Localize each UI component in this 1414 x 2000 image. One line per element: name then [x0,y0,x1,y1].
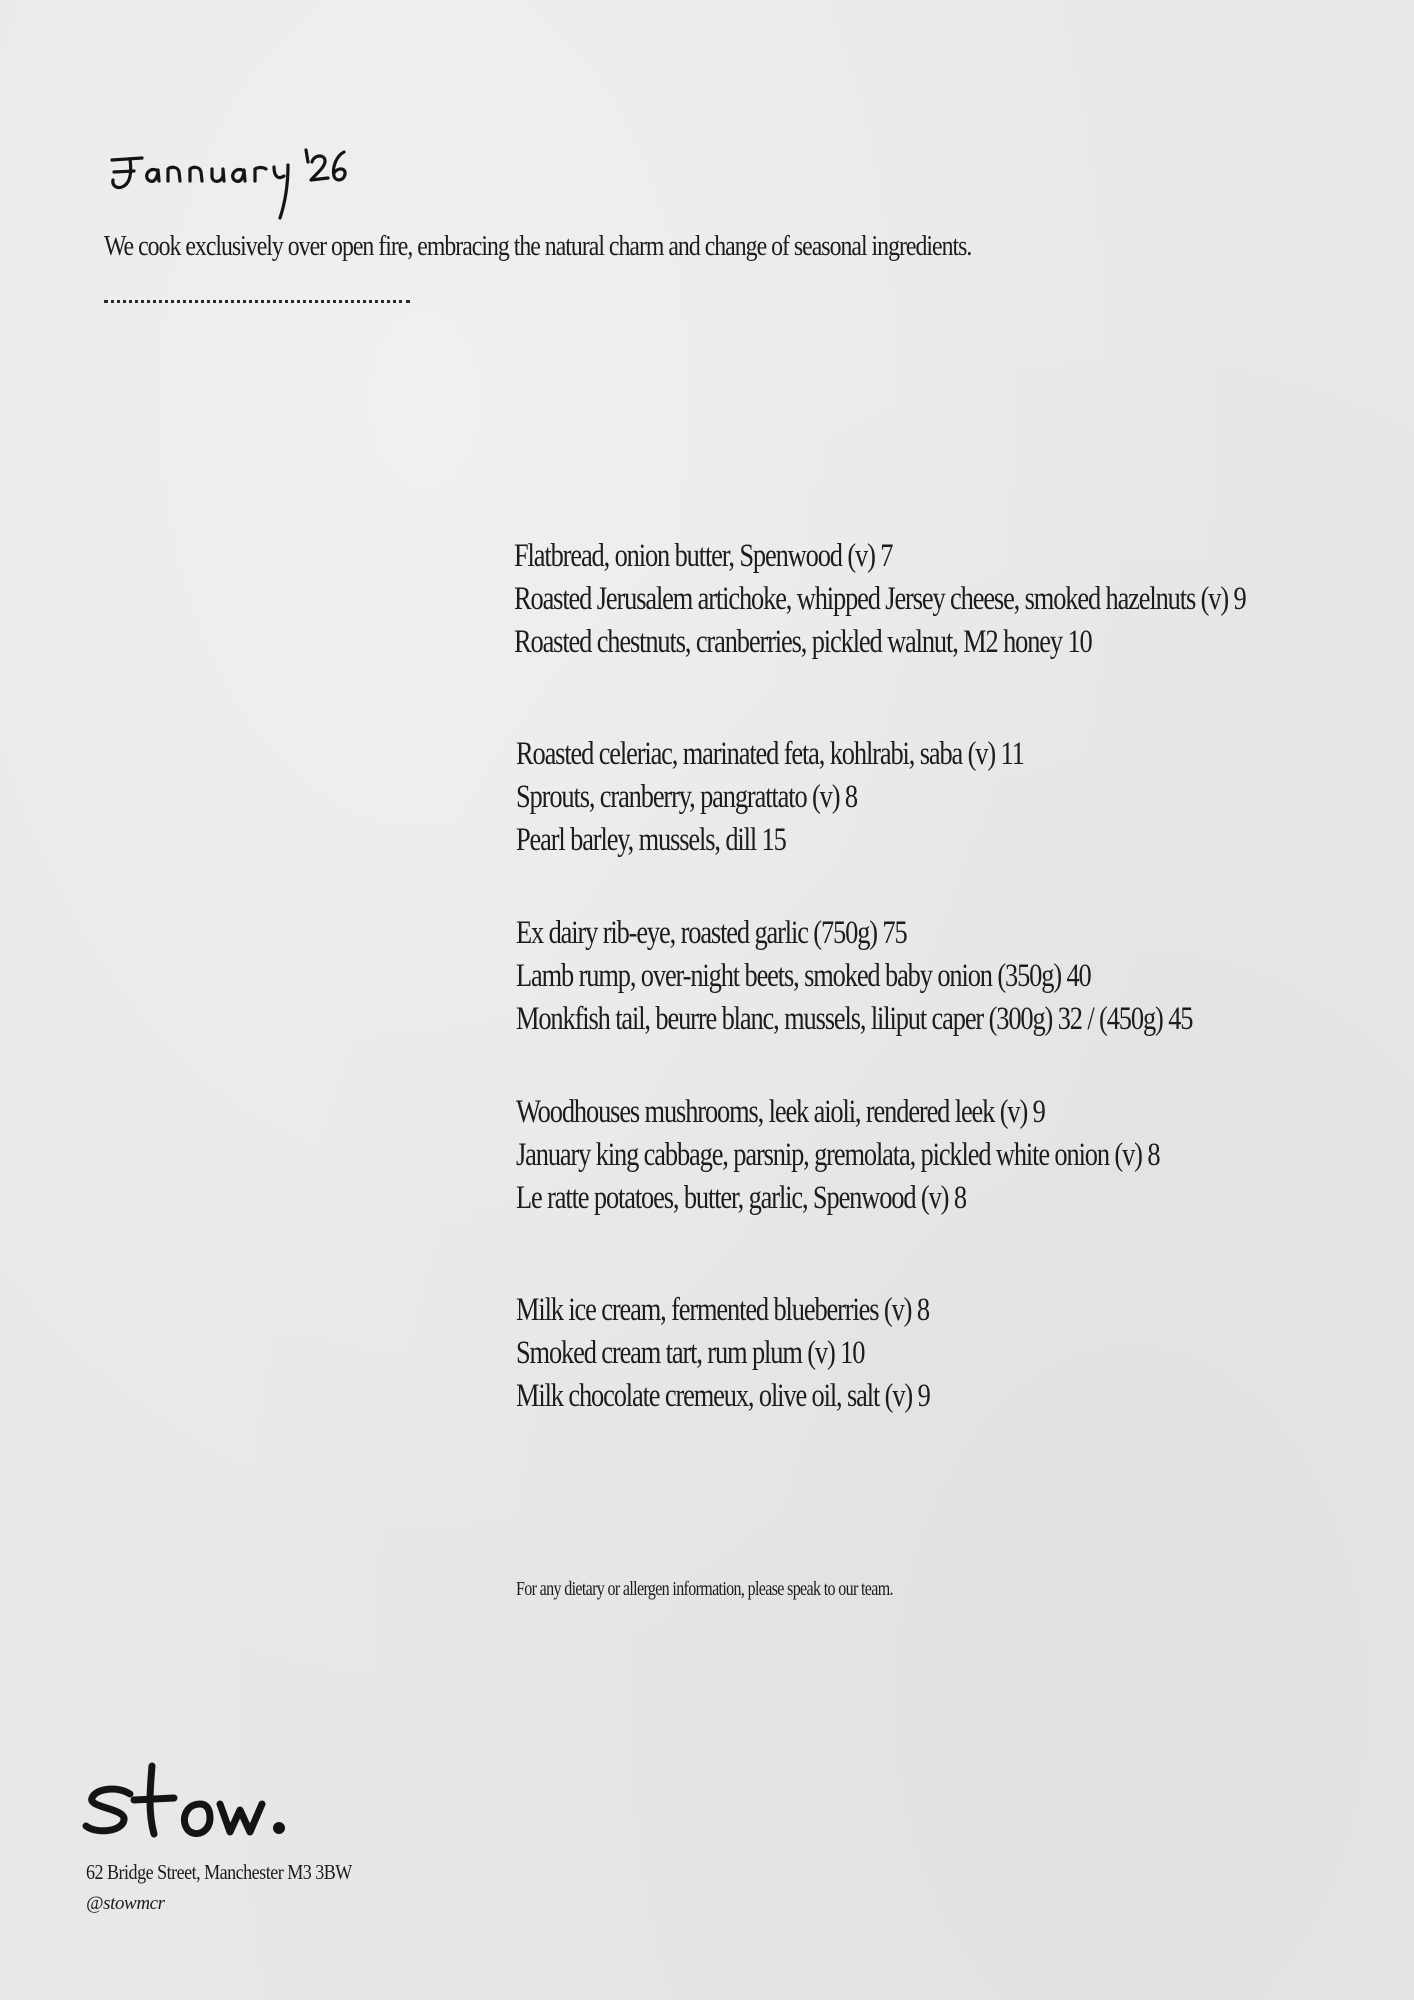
stow-logo [82,1760,292,1850]
menu-item: Roasted celeriac, marinated feta, kohlrabi, saba (v) 11 [516,736,1024,772]
allergen-note: For any dietary or allergen information, please speak to our team. [516,1578,893,1600]
menu-item: Sprouts, cranberry, pangrattato (v) 8 [516,779,857,815]
menu-item: Milk chocolate cremeux, olive oil, salt (v) 9 [516,1378,930,1414]
menu-section-small-plates [516,733,1151,862]
menu-item: Roasted Jerusalem artichoke, whipped Jersey cheese, smoked hazelnuts (v) 9 [514,581,1246,617]
month-heading-script [108,140,348,230]
menu-item: Ex dairy rib-eye, roasted garlic (750g) 75 [516,915,907,951]
menu-section-mains [516,912,1361,1041]
dotted-divider [104,300,410,303]
menu-item: Woodhouses mushrooms, leek aioli, rendered leek (v) 9 [516,1094,1045,1130]
menu-item: Le ratte potatoes, butter, garlic, Spenwood (v) 8 [516,1180,966,1216]
menu-item: Flatbread, onion butter, Spenwood (v) 7 [514,538,893,574]
social-handle: @stowmcr [86,1893,165,1914]
menu-item: January king cabbage, parsnip, gremolata, pickled white onion (v) 8 [516,1137,1160,1173]
menu-item: Pearl barley, mussels, dill 15 [516,822,786,858]
menu-item: Smoked cream tart, rum plum (v) 10 [516,1335,865,1371]
menu-item: Monkfish tail, beurre blanc, mussels, liliput caper (300g) 32 / (450g) 45 [516,1001,1193,1037]
menu-item: Milk ice cream, fermented blueberries (v) 8 [516,1292,929,1328]
restaurant-address: 62 Bridge Street, Manchester M3 3BW [86,1860,352,1884]
menu-section-snacks [514,535,1414,664]
menu-section-sides [516,1091,1320,1220]
menu-item: Lamb rump, over-night beets, smoked baby onion (350g) 40 [516,958,1091,994]
menu-section-desserts [516,1289,1033,1418]
menu-item: Roasted chestnuts, cranberries, pickled walnut, M2 honey 10 [514,624,1092,660]
intro-text: We cook exclusively over open fire, embracing the natural charm and change of seasonal ingredients. [104,230,972,262]
